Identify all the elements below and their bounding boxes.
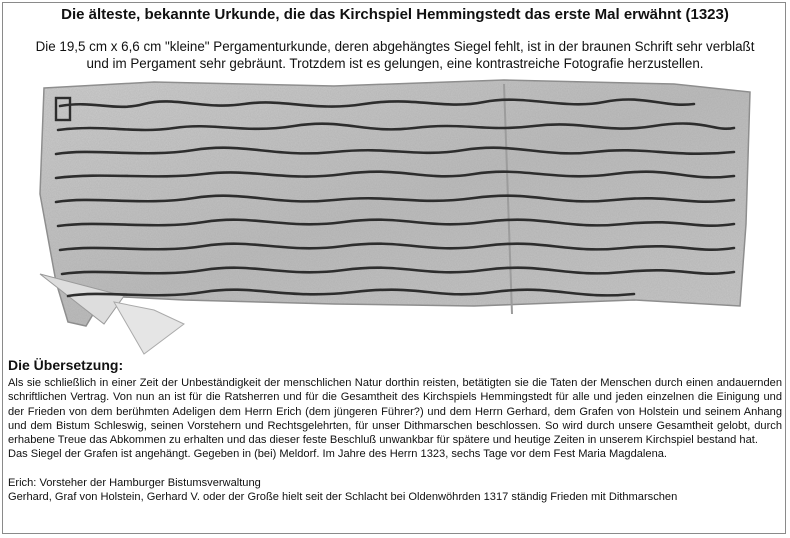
translation-paragraph: Als sie schließlich in einer Zeit der Unbeständigkeit der menschlichen Natur dorthin reisten, betätigten sie die Taten der Menschen durch einen andauernden schriftlichen Vertrag. Von nun an ist für die Ratsherren und für die Gesamtheit des Kirchspiels Hemmingstedt für alle und jeden einzelnen die Einigung und der Frieden von dem berühmten Adeligen dem Herrn Erich (dem jüngeren Führer?) und dem Herrn Gerhard, dem Grafen von Holstein und seinem Anhang und dem Bistum Schleswig, seinen Vorstehern und Rechtsgelehrten, für unser Dithmarschen beschlossen. So wird durch unsere Gesamtheit gelobt, durch erhabene Treue das Abkommen zu erhalten und das dieser feste Beschluß unwankbar für spätere und heutige Zeiten in unserem Kirchspiel bestand hat. [8, 377, 782, 447]
translation-heading: Die Übersetzung: [8, 357, 124, 373]
note-gerhard: Gerhard, Graf von Holstein, Gerhard V. oder der Große hielt seit der Schlacht bei Oldenwöhrden 1317 ständig Frieden mit Dithmarschen [8, 491, 678, 504]
intro-text [20, 38, 770, 72]
parchment-document-icon [34, 74, 752, 356]
translation-body [8, 376, 782, 504]
parchment-document-image [34, 74, 752, 356]
intro-line-1: Die 19,5 cm x 6,6 cm "kleine" Pergamenturkunde, deren abgehängtes Siegel fehlt, ist in der braunen Schrift sehr verblaßt [35, 39, 755, 54]
note-erich: Erich: Vorsteher der Hamburger Bistumsverwaltung [8, 476, 261, 489]
seal-line: Das Siegel der Grafen ist angehängt. Gegeben in (bei) Meldorf. Im Jahre des Herrn 1323, sechs Tage vor dem Fest Maria Magdalena. [8, 448, 667, 461]
intro-line-2: und im Pergament sehr gebräunt. Trotzdem ist es gelungen, eine kontrastreiche Fotografie herzustellen. [86, 56, 704, 71]
page-title: Die älteste, bekannte Urkunde, die das Kirchspiel Hemmingstedt das erste Mal erwähnt (1323) [61, 6, 729, 23]
spacer [8, 462, 782, 476]
